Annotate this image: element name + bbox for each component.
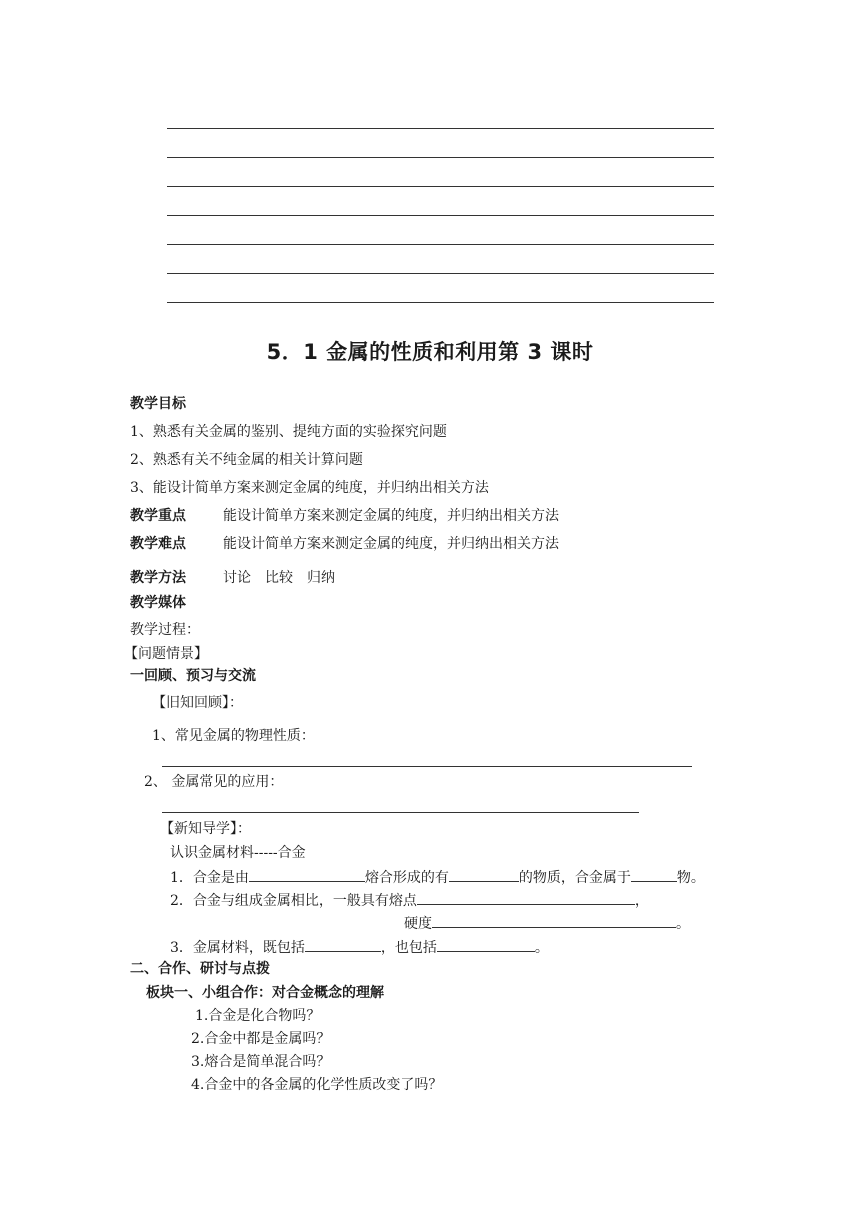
fill-item-3 <box>170 937 549 957</box>
objective-item: 3、能设计简单方案来测定金属的纯度，并归纳出相关方法 <box>130 480 489 496</box>
fill-text: 。 <box>534 940 549 956</box>
discussion-question: 4.合金中的各金属的化学性质改变了吗？ <box>191 1077 443 1093</box>
writing-line <box>167 157 714 158</box>
fill-item-2 <box>170 890 649 910</box>
new-learning-intro: 认识金属材料-----合金 <box>170 845 306 861</box>
answer-line <box>162 766 692 767</box>
method-label: 教学方法 <box>130 570 186 586</box>
fill-blank[interactable] <box>417 890 635 905</box>
key-point-label: 教学重点 <box>130 508 186 524</box>
fill-text: 1．合金是由 <box>170 870 249 886</box>
process-label: 教学过程： <box>130 622 200 638</box>
fill-text: 物。 <box>676 870 705 886</box>
review-question: 2、 金属常见的应用： <box>144 774 284 790</box>
fill-item-1 <box>170 867 705 887</box>
scenario-label: 【问题情景】 <box>124 646 208 662</box>
fill-text: 的物质，合金属于 <box>518 870 631 886</box>
fill-text: 硬度 <box>404 916 432 932</box>
fill-item-2-cont <box>404 913 690 933</box>
objective-item: 1、熟悉有关金属的鉴别、提纯方面的实验探究问题 <box>130 424 447 440</box>
difficulty-text: 能设计简单方案来测定金属的纯度，并归纳出相关方法 <box>223 536 559 552</box>
objective-item: 2、熟悉有关不纯金属的相关计算问题 <box>130 452 363 468</box>
method-text: 讨论 比较 归纳 <box>223 570 335 586</box>
fill-blank[interactable] <box>249 867 365 882</box>
media-label: 教学媒体 <box>130 595 186 611</box>
answer-line <box>162 812 639 813</box>
fill-text: ， <box>634 893 649 909</box>
fill-blank[interactable] <box>432 913 676 928</box>
objectives-heading: 教学目标 <box>130 396 186 412</box>
discussion-question: 3.熔合是简单混合吗？ <box>191 1054 331 1070</box>
writing-line <box>167 128 714 129</box>
writing-line <box>167 273 714 274</box>
lesson-title: 5．1 金属的性质和利用第 3 课时 <box>266 340 594 364</box>
discussion-question: 1.合金是化合物吗？ <box>195 1008 321 1024</box>
difficulty-label: 教学难点 <box>130 536 186 552</box>
block1-heading: 板块一、小组合作：对合金概念的理解 <box>146 985 384 1001</box>
writing-line <box>167 302 714 303</box>
fill-blank[interactable] <box>437 937 535 952</box>
fill-blank[interactable] <box>631 867 677 882</box>
fill-text: 2．合金与组成金属相比，一般具有熔点 <box>170 893 417 909</box>
writing-line <box>167 244 714 245</box>
fill-blank[interactable] <box>449 867 519 882</box>
review-label: 【旧知回顾】： <box>152 695 243 711</box>
fill-blank[interactable] <box>305 937 381 952</box>
fill-text: ，也包括 <box>380 940 437 956</box>
review-question: 1、常见金属的物理性质： <box>152 728 315 744</box>
fill-text: 。 <box>676 916 690 932</box>
new-learning-heading: 【新知导学】： <box>160 821 251 837</box>
fill-text: 熔合形成的有 <box>364 870 449 886</box>
fill-text: 3．金属材料，既包括 <box>170 940 305 956</box>
section2-heading: 二、合作、研讨与点拨 <box>130 961 270 977</box>
section1-heading: 一回顾、预习与交流 <box>130 668 256 684</box>
writing-line <box>167 186 714 187</box>
discussion-question: 2.合金中都是金属吗？ <box>191 1031 331 1047</box>
key-point-text: 能设计简单方案来测定金属的纯度，并归纳出相关方法 <box>223 508 559 524</box>
writing-line <box>167 215 714 216</box>
